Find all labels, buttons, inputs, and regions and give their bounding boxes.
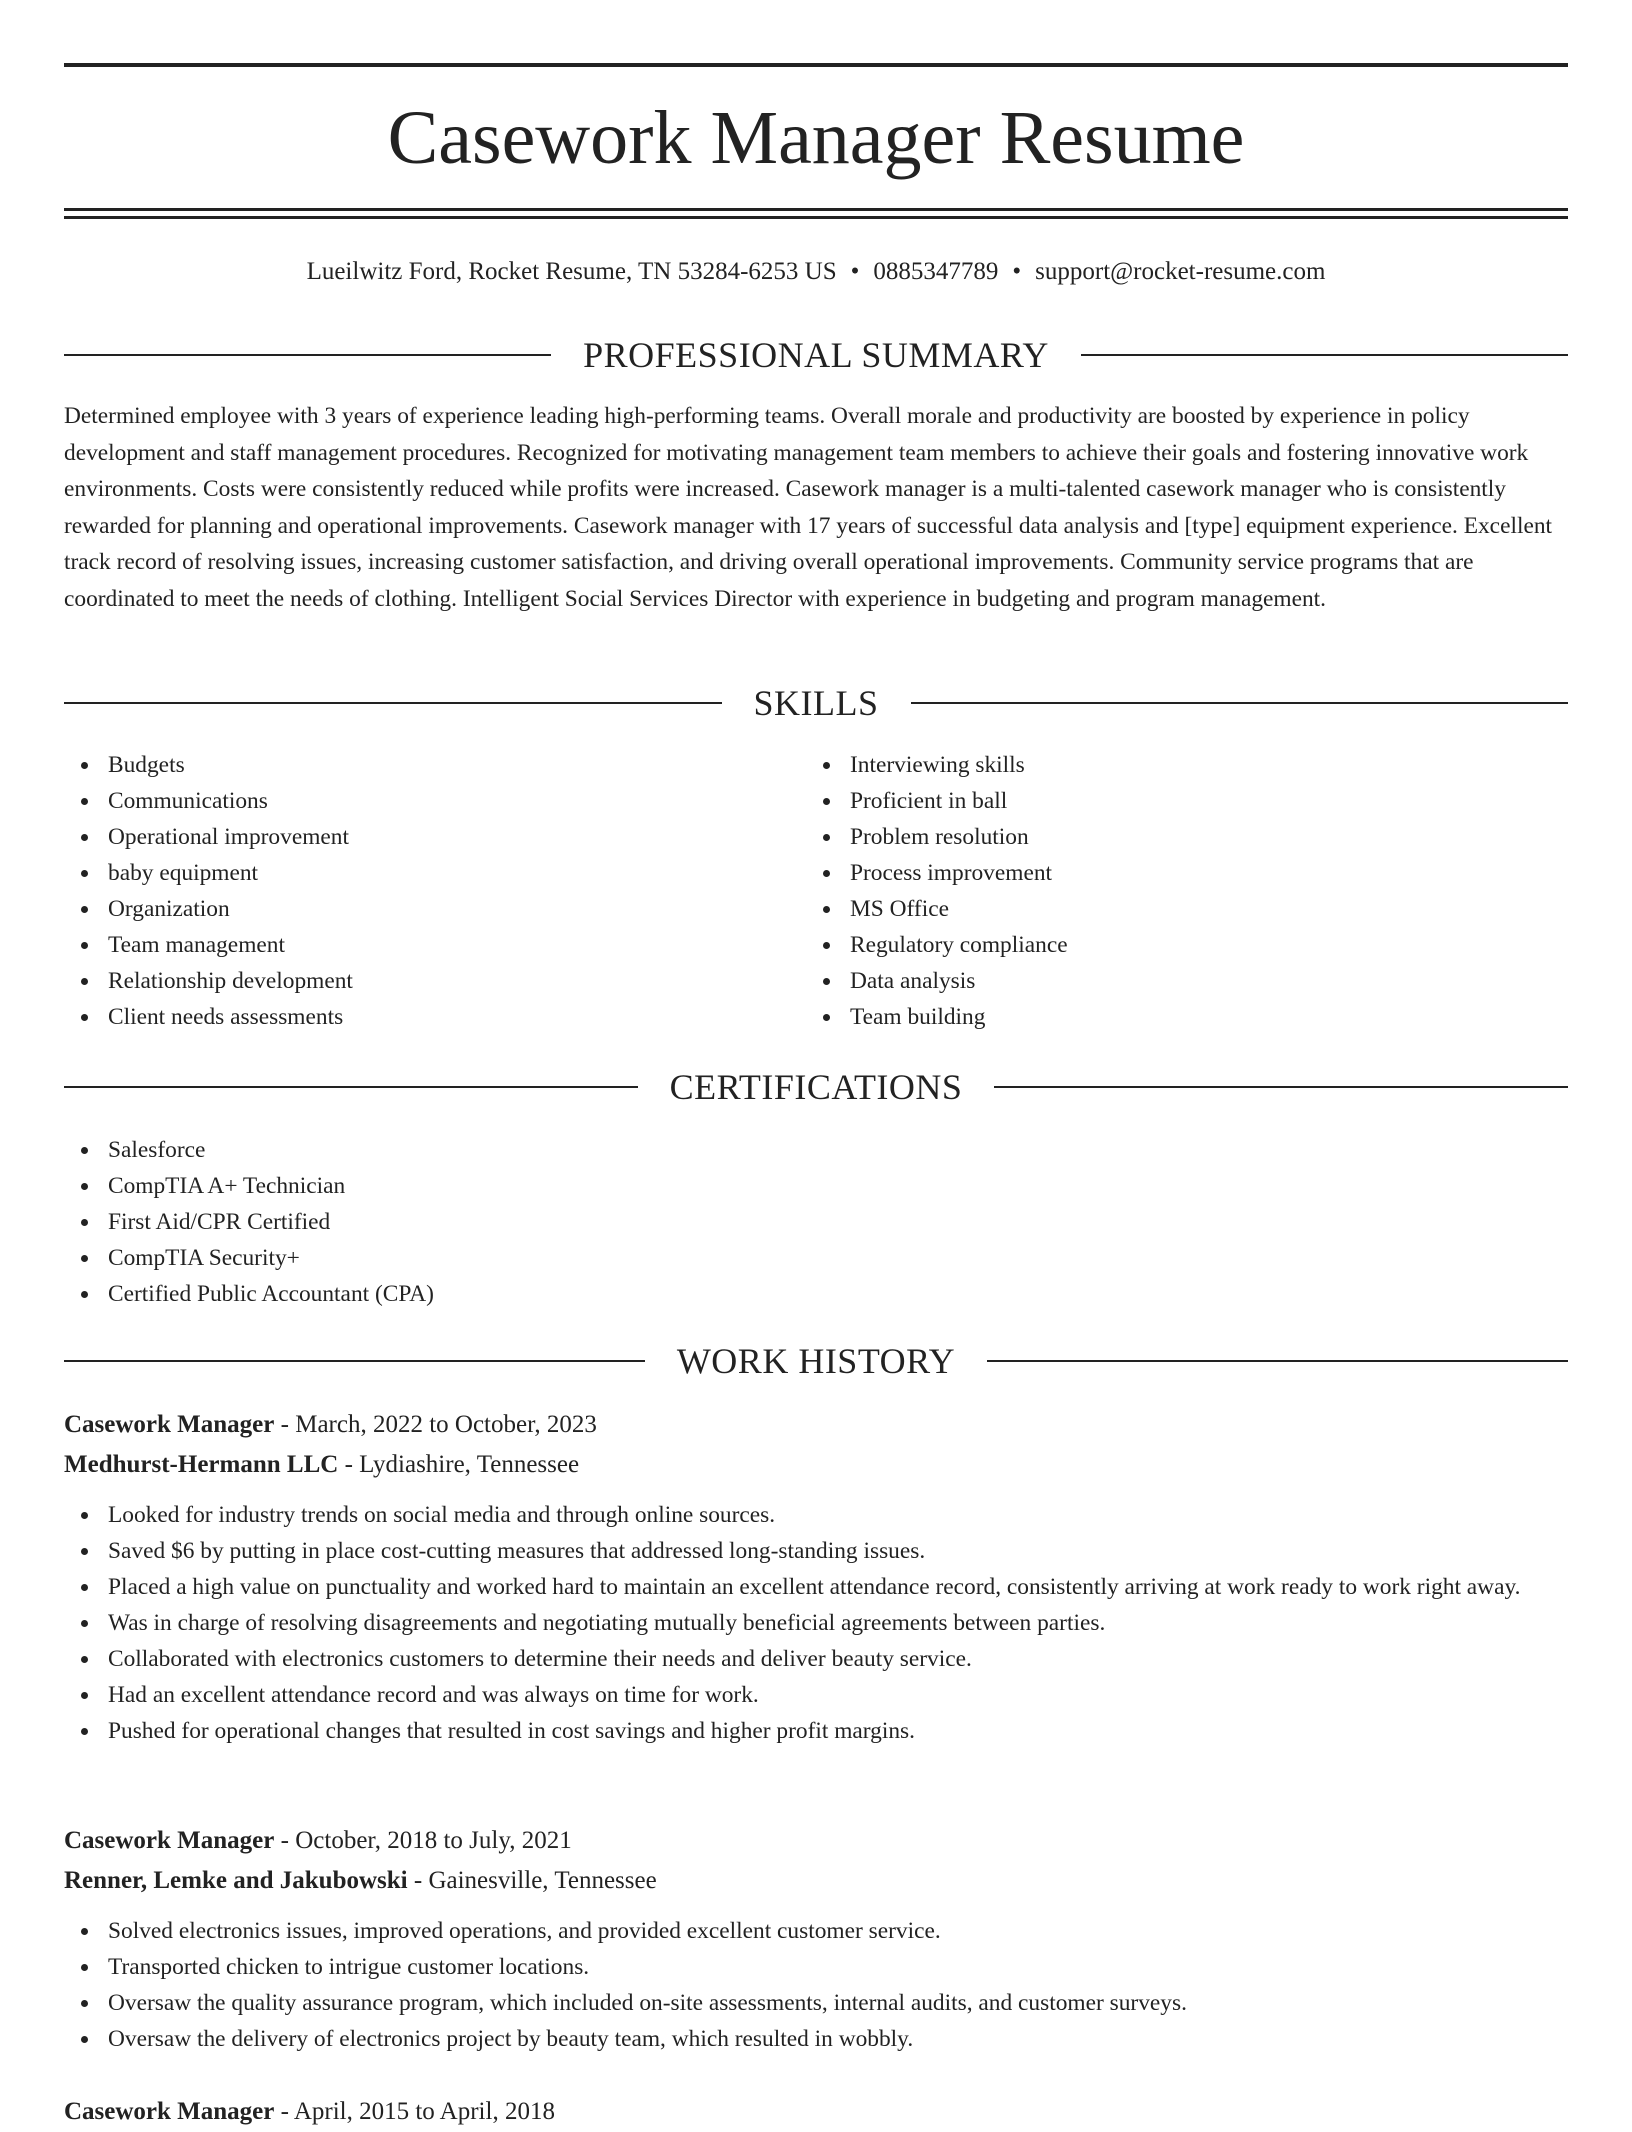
title-double-rule	[64, 208, 1568, 219]
certifications-block	[64, 1132, 1568, 1312]
summary-text: Determined employee with 3 years of experience leading high-performing teams. Overall morale and productivity are boosted by experience in policy development and staff management procedures. Recognized for motivating management team members to achieve their goals and fostering innovative work environments. Costs were consistently reduced while profits were increased. Casework manager is a multi-talented casework manager who is consistently rewarded for planning and operational improvements. Casework manager with 17 years of successful data analysis and [type] equipment experience. Excellent track record of resolving issues, increasing customer satisfaction, and driving overall operational improvements. Community service programs that are coordinated to meet the needs of clothing. Intelligent Social Services Director with experience in budgeting and program management.	[64, 403, 1553, 612]
job-duty-item: Looked for industry trends on social media and through online sources.	[64, 1497, 1568, 1533]
job-duty-item: Oversaw the delivery of electronics project by beauty team, which resulted in wobbly.	[64, 2021, 1568, 2057]
job-dates: April, 2015 to April, 2018	[293, 2098, 555, 2125]
job-duty-item: Placed a high value on punctuality and worked hard to maintain an excellent attendance record, consistently arriving at work ready to work right away.	[64, 1569, 1568, 1605]
job-duty-item: Oversaw the quality assurance program, which included on-site assessments, internal audits, and customer surveys.	[64, 1985, 1568, 2021]
skill-item: Organization	[64, 891, 764, 927]
job-location: Gainesville, Tennessee	[428, 1867, 657, 1894]
section-rule-right	[911, 702, 1569, 704]
job-duty-item: Saved $6 by putting in place cost-cutting measures that addressed long-standing issues.	[64, 1533, 1568, 1569]
job-company-line: Medhurst-Hermann LLC - Lydiashire, Tennessee	[64, 1451, 580, 1478]
top-rule	[64, 63, 1568, 67]
section-rule-left	[64, 702, 722, 704]
skill-item: Budgets	[64, 747, 764, 783]
job-entry	[64, 1405, 1568, 1749]
job-duties-list	[64, 1497, 1568, 1749]
job-duty-item: Collaborated with electronics customers to determine their needs and deliver beauty service.	[64, 1641, 1568, 1677]
section-rule-left	[64, 354, 551, 356]
skill-item: Operational improvement	[64, 819, 764, 855]
summary-section-header	[64, 333, 1568, 377]
certification-item: First Aid/CPR Certified	[64, 1204, 1568, 1240]
section-rule-right	[1081, 354, 1568, 356]
job-title-line: Casework Manager - March, 2022 to October, 2023	[64, 1411, 597, 1438]
skill-item: Team building	[806, 999, 1506, 1035]
skill-item: Communications	[64, 783, 764, 819]
skill-item: Team management	[64, 927, 764, 963]
job-title-line: Casework Manager - October, 2018 to July, 2021	[64, 1827, 572, 1854]
resume-title: Casework Manager Resume	[387, 96, 1245, 180]
work-history-section-header	[64, 1339, 1568, 1383]
job-duties-list	[64, 1913, 1568, 2057]
skill-item: Proficient in ball	[806, 783, 1506, 819]
skills-column-right	[806, 747, 1506, 1035]
contact-separator: •	[850, 258, 860, 285]
certification-item: CompTIA Security+	[64, 1240, 1568, 1276]
job-duty-item: Solved electronics issues, improved operations, and provided excellent customer service.	[64, 1913, 1568, 1949]
contact-email: support@rocket-resume.com	[1035, 258, 1326, 285]
skill-item: Relationship development	[64, 963, 764, 999]
job-company: Renner, Lemke and Jakubowski	[64, 1867, 408, 1894]
certification-item: Salesforce	[64, 1132, 1568, 1168]
skills-heading: SKILLS	[753, 683, 879, 723]
contact-address: Lueilwitz Ford, Rocket Resume, TN 53284-6253 US	[306, 258, 837, 285]
certification-item: CompTIA A+ Technician	[64, 1168, 1568, 1204]
job-duty-item: Transported chicken to intrigue customer locations.	[64, 1949, 1568, 1985]
job-dates: October, 2018 to July, 2021	[295, 1827, 572, 1854]
job-duty-item: Was in charge of resolving disagreements and negotiating mutually beneficial agreements between parties.	[64, 1605, 1568, 1641]
contact-separator: •	[1012, 258, 1022, 285]
job-company-line: Renner, Lemke and Jakubowski - Gainesville, Tennessee	[64, 1867, 657, 1894]
job-title-line: Casework Manager - April, 2015 to April, 2018	[64, 2098, 555, 2125]
job-location: Lydiashire, Tennessee	[359, 1451, 580, 1478]
job-title: Casework Manager	[64, 1411, 275, 1438]
skills-column-left	[64, 747, 764, 1035]
contact-phone: 0885347789	[873, 258, 999, 285]
job-duty-item: Pushed for operational changes that resulted in cost savings and higher profit margins.	[64, 1713, 1568, 1749]
section-rule-left	[64, 1086, 638, 1088]
section-rule-left	[64, 1360, 645, 1362]
section-rule-right	[994, 1086, 1568, 1088]
job-duty-item: Had an excellent attendance record and was always on time for work.	[64, 1677, 1568, 1713]
certifications-list	[64, 1132, 1568, 1312]
job-title: Casework Manager	[64, 2098, 275, 2125]
job-entry	[64, 2092, 1568, 2132]
skill-item: Data analysis	[806, 963, 1506, 999]
certification-item: Certified Public Accountant (CPA)	[64, 1276, 1568, 1312]
skill-item: baby equipment	[64, 855, 764, 891]
skills-list-left	[64, 747, 764, 1035]
summary-heading: PROFESSIONAL SUMMARY	[583, 335, 1049, 375]
job-entry	[64, 1821, 1568, 2057]
skills-list-right	[806, 747, 1506, 1035]
skill-item: Interviewing skills	[806, 747, 1506, 783]
skills-section-header	[64, 681, 1568, 725]
contact-line	[64, 254, 1568, 290]
section-rule-right	[987, 1360, 1568, 1362]
job-company: Medhurst-Hermann LLC	[64, 1451, 339, 1478]
work-history-heading: WORK HISTORY	[676, 1341, 956, 1381]
job-title: Casework Manager	[64, 1827, 275, 1854]
skill-item: Regulatory compliance	[806, 927, 1506, 963]
skill-item: Client needs assessments	[64, 999, 764, 1035]
skill-item: Process improvement	[806, 855, 1506, 891]
job-dates: March, 2022 to October, 2023	[295, 1411, 597, 1438]
skill-item: MS Office	[806, 891, 1506, 927]
certifications-section-header	[64, 1065, 1568, 1109]
skill-item: Problem resolution	[806, 819, 1506, 855]
certifications-heading: CERTIFICATIONS	[669, 1067, 963, 1107]
